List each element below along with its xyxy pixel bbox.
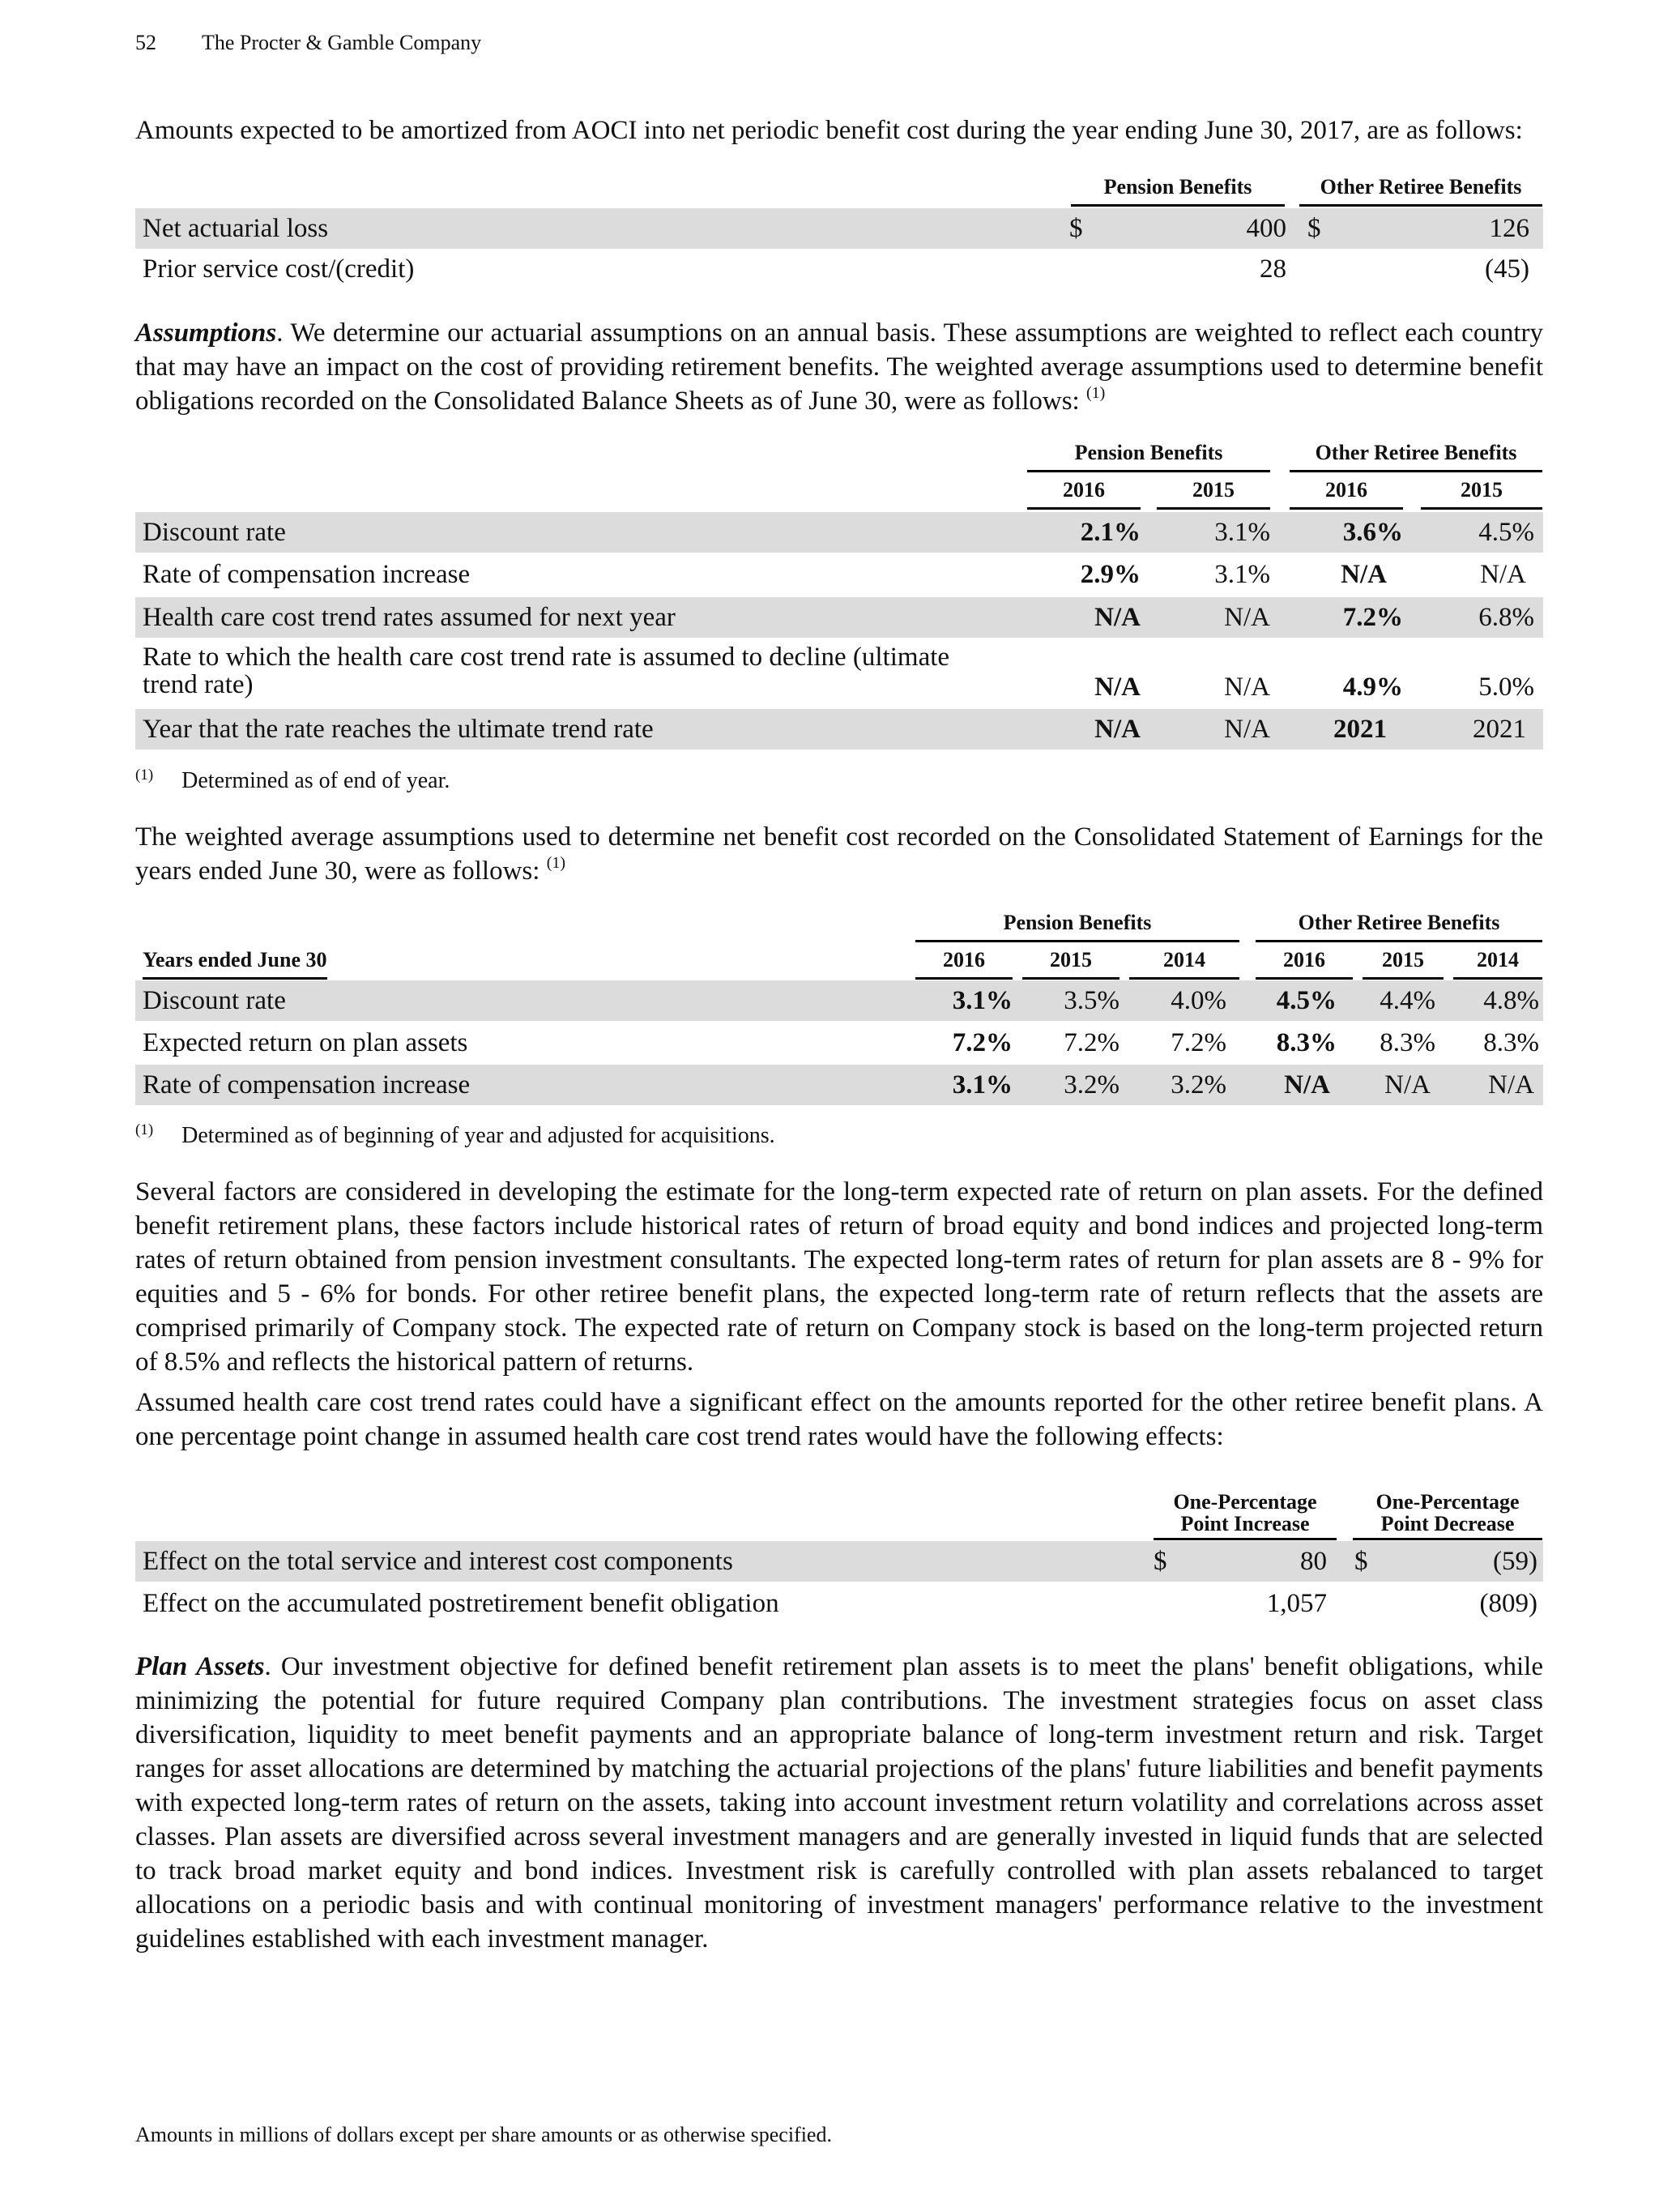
value-cell: N/A — [1341, 560, 1387, 589]
footnote-text: Determined as of beginning of year and adjusted for acquisitions. — [181, 1123, 775, 1148]
pension-value: 400 — [1246, 214, 1286, 243]
group-header-other: Other Retiree Benefits — [1256, 911, 1542, 942]
table-row — [135, 208, 1543, 249]
footnote — [135, 1123, 775, 1149]
row-label — [143, 643, 949, 698]
page-number: 52 — [135, 31, 156, 54]
aoci-intro-text: Amounts expected to be amortized from AOCI into net periodic benefit cost during the year ending June 30, 2017, are as follows: — [135, 116, 1523, 145]
value-cell: 7.2% — [1064, 1028, 1120, 1057]
company-name: The Procter & Gamble Company — [202, 31, 482, 54]
value-cell: 4.9% — [1342, 673, 1403, 702]
value-cell: 8.3% — [1276, 1028, 1337, 1057]
value-cell: 4.0% — [1171, 986, 1226, 1015]
currency-symbol: $ — [1354, 1547, 1368, 1576]
year-header: 2015 — [1421, 478, 1542, 510]
cost-intro-text: The weighted average assumptions used to determine net benefit cost recorded on the Consolidated Statement of Earnings for the years ended June 30, were as follows: — [135, 822, 1543, 886]
col-header-line: Point Decrease — [1380, 1512, 1515, 1535]
row-label: Discount rate — [143, 518, 286, 547]
value-cell: 4.8% — [1483, 986, 1539, 1015]
assumptions-paragraph — [135, 316, 1543, 418]
footnote-mark: (1) — [135, 767, 154, 784]
row-label-line: Rate to which the health care cost trend rate is assumed to decline (ultimate — [143, 643, 950, 672]
value-cell: N/A — [1224, 603, 1270, 632]
value-cell: 4.5% — [1478, 518, 1534, 547]
value-cell: 2021 — [1473, 715, 1526, 744]
value-cell: 3.6% — [1342, 518, 1403, 547]
value-cell: 4.5% — [1276, 986, 1337, 1015]
currency-symbol: $ — [1307, 214, 1321, 243]
aoci-col-header-other: Other Retiree Benefits — [1299, 175, 1542, 207]
year-header: 2015 — [1022, 948, 1120, 980]
row-label: Rate of compensation increase — [143, 1070, 471, 1100]
group-header-other: Other Retiree Benefits — [1290, 441, 1542, 472]
value-cell: 8.3% — [1483, 1028, 1539, 1057]
plan-assets-paragraph — [135, 1650, 1543, 1956]
value-cell: N/A — [1094, 603, 1141, 632]
value-cell: N/A — [1284, 1070, 1330, 1100]
page-header — [135, 31, 481, 55]
year-header: 2015 — [1363, 948, 1444, 980]
row-label: Rate of compensation increase — [143, 560, 471, 589]
value-cell: 7.2% — [952, 1028, 1013, 1057]
row-header-label — [143, 948, 327, 980]
value-cell: 3.5% — [1064, 986, 1120, 1015]
value-cell: N/A — [1094, 715, 1141, 744]
footnote-ref: (1) — [1085, 384, 1106, 402]
row-header-text: Years ended June 30 — [143, 948, 327, 971]
footnote-text: Determined as of end of year. — [181, 768, 450, 793]
value-cell: 2.1% — [1080, 518, 1141, 547]
year-header: 2016 — [1290, 478, 1403, 510]
assumptions-heading: Assumptions — [135, 318, 277, 348]
value-cell: 7.2% — [1171, 1028, 1226, 1057]
value-cell: N/A — [1094, 673, 1141, 702]
col-header-line: One-Percentage — [1375, 1490, 1520, 1514]
footnote — [135, 768, 450, 794]
decrease-value: (809) — [1479, 1589, 1537, 1618]
pension-value: 28 — [1260, 254, 1286, 284]
col-header-line: One-Percentage — [1173, 1490, 1317, 1514]
currency-symbol: $ — [1154, 1547, 1167, 1576]
currency-symbol: $ — [1069, 214, 1083, 243]
value-cell: N/A — [1480, 560, 1526, 589]
year-header: 2015 — [1157, 478, 1270, 510]
cost-intro-paragraph — [135, 820, 1543, 888]
value-cell: 5.0% — [1478, 673, 1534, 702]
footnote-ref: (1) — [546, 854, 566, 872]
value-cell: 6.8% — [1478, 603, 1534, 632]
value-cell: 7.2% — [1342, 603, 1403, 632]
value-cell: 4.4% — [1380, 986, 1435, 1015]
year-header: 2014 — [1453, 948, 1542, 980]
plan-assets-text: . Our investment objective for defined benefit retirement plan assets is to meet the plans' benefit obligations, while minimizing the potential for future required Company plan contributions. The investment strategies focus on asset class diversification, liquidity to meet benefit payments and an appropriate balance of long-term investment return and risk. Target ranges for asset allocations are determined by matching the actuarial projections of the plans' future liabilities and benefit payments with expected long-term rates of return on the assets, taking into account investment return volatility and correlations across asset classes. Plan assets are diversified across several investment managers and are generally invested in liquid funds that are selected to track broad market equity and bond indices. Investment risk is carefully controlled with plan assets rebalanced to target allocations on a periodic basis and with continual monitoring of investment managers' performance relative to the investment guidelines established with each investment manager. — [135, 1652, 1543, 1954]
col-header-line: Point Increase — [1180, 1512, 1310, 1535]
row-label: Prior service cost/(credit) — [143, 254, 415, 284]
year-header: 2016 — [1027, 478, 1141, 510]
value-cell: 8.3% — [1380, 1028, 1435, 1057]
value-cell: N/A — [1384, 1070, 1431, 1100]
value-cell: 3.2% — [1064, 1070, 1120, 1100]
value-cell: N/A — [1224, 715, 1270, 744]
factors-paragraph: Several factors are considered in developing the estimate for the long-term expected rate of return on plan assets. For the defined benefit retirement plans, these factors include historical rates of return of broad equity and bond indices and projected long-term rates of return obtained from pension investment consultants. The expected long-term rates of return for plan assets are 8 - 9% for equities and 5 - 6% for bonds. For other retiree benefit plans, the expected long-term rate of return reflects that the assets are comprised primarily of Company stock. The expected rate of return on Company stock is based on the long-term projected return of 8.5% and reflects the historical pattern of returns. — [135, 1177, 1543, 1377]
value-cell: N/A — [1488, 1070, 1534, 1100]
year-header: 2016 — [915, 948, 1013, 980]
value-cell: 3.1% — [1214, 518, 1270, 547]
value-cell: 3.1% — [952, 986, 1013, 1015]
year-header: 2016 — [1256, 948, 1353, 980]
page-footer: Amounts in millions of dollars except per share amounts or as otherwise specified. — [135, 2123, 832, 2146]
footnote-mark: (1) — [135, 1121, 154, 1138]
row-label: Effect on the total service and interest cost components — [143, 1547, 733, 1576]
other-value: (45) — [1485, 254, 1529, 284]
row-label: Effect on the accumulated postretirement benefit obligation — [143, 1589, 779, 1618]
row-label: Health care cost trend rates assumed for next year — [143, 603, 676, 632]
row-label: Expected return on plan assets — [143, 1028, 468, 1057]
row-label: Net actuarial loss — [143, 214, 329, 243]
row-label: Discount rate — [143, 986, 286, 1015]
trend-paragraph: Assumed health care cost trend rates could have a significant effect on the amounts reported for the other retiree benefit plans. A one percentage point change in assumed health care cost trend rates would have the following effects: — [135, 1388, 1543, 1451]
increase-value: 1,057 — [1266, 1589, 1327, 1618]
row-label-line: trend rate) — [143, 670, 254, 699]
aoci-col-header-pension: Pension Benefits — [1071, 175, 1285, 207]
value-cell: 2021 — [1333, 715, 1387, 744]
other-value: 126 — [1489, 214, 1529, 243]
col-header-increase — [1154, 1491, 1337, 1540]
assumptions-text: . We determine our actuarial assumptions on an annual basis. These assumptions are weighted to reflect each country that may have an impact on the cost of providing retirement benefits. The weighted average assumptions used to determine benefit obligations recorded on the Consolidated Balance Sheets as of June 30, were as follows: — [135, 318, 1543, 416]
year-header: 2014 — [1129, 948, 1239, 980]
plan-assets-heading: Plan Assets — [135, 1652, 265, 1681]
group-header-pension: Pension Benefits — [915, 911, 1239, 942]
increase-value: 80 — [1300, 1547, 1327, 1576]
value-cell: N/A — [1224, 673, 1270, 702]
value-cell: 3.1% — [1214, 560, 1270, 589]
value-cell: 2.9% — [1080, 560, 1141, 589]
value-cell: 3.2% — [1171, 1070, 1226, 1100]
group-header-pension: Pension Benefits — [1027, 441, 1270, 472]
value-cell: 3.1% — [952, 1070, 1013, 1100]
col-header-decrease — [1353, 1491, 1542, 1540]
decrease-value: (59) — [1493, 1547, 1537, 1576]
row-label: Year that the rate reaches the ultimate trend rate — [143, 715, 654, 744]
